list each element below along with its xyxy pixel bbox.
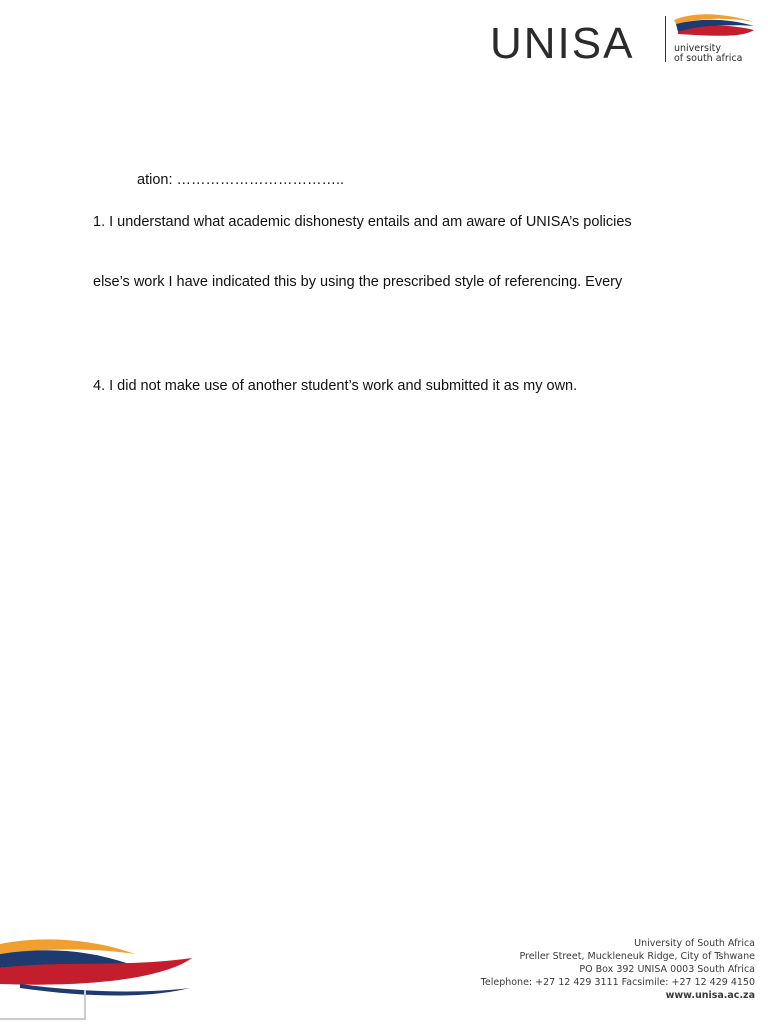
logo-wordmark: UNISA [490,19,635,68]
footer-website: www.unisa.ac.za [665,990,755,1001]
declaration-item-2-fragment: else’s work I have indicated this by using the prescribed style of referencing. Every [93,274,623,290]
footer-phone: Telephone: +27 12 429 3111 Facsimile: +27 12 429 4150 [480,977,755,988]
footer-institution: University of South Africa [634,938,755,949]
declaration-item-1: 1. I understand what academic dishonesty entails and am aware of UNISA’s policies [93,214,632,230]
logo-subtitle-line1: university [674,43,721,54]
unisa-logo [490,14,760,70]
declaration-item-4: 4. I did not make use of another student’s work and submitted it as my own. [93,378,578,394]
logo-subtitle [674,44,742,64]
logo-subtitle-line2: of south africa [674,53,743,64]
footer-po-box: PO Box 392 UNISA 0003 South Africa [579,964,755,975]
footer-address [481,937,755,1002]
logo-divider [665,16,666,62]
footer-swoosh-icon [0,932,200,1022]
footer-street: Preller Street, Muckleneuk Ridge, City of Tshwane [519,951,755,962]
logo-swoosh-icon [672,14,756,40]
declaration-line: ation: …………………………….. [137,172,345,188]
